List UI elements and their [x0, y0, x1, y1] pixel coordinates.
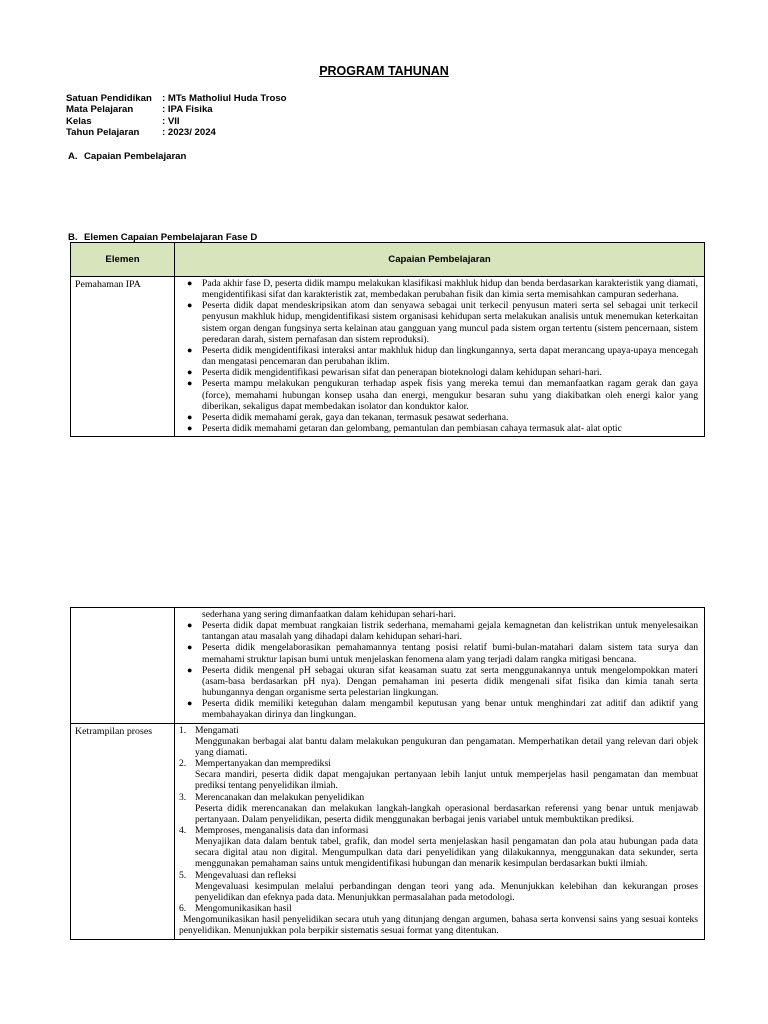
section-a-heading: [68, 151, 186, 162]
bullet-icon: ●: [187, 620, 193, 631]
list-item: ● Peserta didik memiliki keteguhan dalam mengambil keputusan yang benar untuk menghindari zat aditif dan adiktif yang membahayakan dirinya dan lingkungan.: [187, 698, 698, 721]
capaian-cell: [175, 608, 705, 724]
list-item: 6. Mengomunikasikan hasil Mengomunikasikan hasil penyelidikan secara utuh yang ditunjang dengan argumen, bahasa serta konvensi sains yang sesuai konteks penyelidikan. Menunjukkan pola berpikir sistematis sesuai format yang ditentukan.: [179, 903, 698, 937]
list-item: 4. Memproses, menganalisis data dan informasi Menyajikan data dalam bentuk tabel, grafik, dan model serta menjelaskan hasil pengamatan dan pola atau hubungan pada data secara digital atau non digital. Mengumpulkan data dari penyelidikan yang dilakukannya, menggunakan data sekunder, serta menggunakan pemahaman sains untuk mengidentifikasi hubungan dan menarik kesimpulan berdasarkan bukti ilmiah.: [179, 824, 698, 870]
list-item: 5. Mengevaluasi dan refleksi Mengevaluasi kesimpulan melalui perbandingan dengan teori yang ada. Menunjukkan kelebihan dan kekurangan proses penyelidikan dan efeknya pada data. Menunjukkan permasalahan pada metodologi.: [179, 869, 698, 903]
table-row: [71, 277, 705, 437]
elemen-table-page2: [70, 607, 705, 940]
meta-label: Mata Pelajaran: [66, 104, 134, 116]
list-item: ● Peserta didik mengidentifikasi pewarisan sifat dan penerapan bioteknologi dalam kehidupan sehari-hari.: [187, 367, 602, 379]
continuation-text: sederhana yang sering dimanfaatkan dalam kehidupan sehari-hari.: [202, 609, 456, 620]
bullet-icon: ●: [187, 344, 193, 355]
elemen-label: Pemahaman IPA: [71, 277, 175, 437]
table-row: [71, 723, 705, 939]
bullet-list: [175, 278, 698, 434]
bullet-icon: ●: [187, 278, 193, 288]
elemen-label: Ketrampilan proses: [71, 723, 175, 939]
section-letter: A.: [68, 151, 78, 162]
list-item: 3. Merencanakan dan melakukan penyelidikan Peserta didik merencanakan dan melakukan langkah-langkah operasional berdasarkan referensi yang benar untuk menjawab pertanyaan. Dalam penyelidikan, peserta didik menggunakan berbagai jenis variabel untuk membuktikan prediksi.: [179, 791, 698, 825]
list-item: ● Peserta didik memahami getaran dan gelombang, pemantulan dan pembiasan cahaya termasuk alat- alat optic: [187, 423, 622, 435]
list-item: ● Peserta didik memahami gerak, gaya dan tekanan, termasuk pesawat sederhana.: [187, 411, 509, 423]
list-item: ● Pada akhir fase D, peserta didik mampu melakukan klasifikasi makhluk hidup dan benda berdasarkan karakteristik yang diamati, mengidentifikasi sifat dan karakteristik zat, membedakan perubahan fisik dan kimia serta memisahkan campuran sederhana.: [187, 278, 698, 301]
meta-row-satuan: [66, 93, 287, 104]
list-item: ● Peserta mampu melakukan pengukuran terhadap aspek fisis yang mereka temui dan memanfaatkan ragam gerak dan gaya (force), memahami hubungan konsep usaha dan energi, mengukur besaran suhu yang diakibatkan oleh energi kalor yang diberikan, sekaligus dapat membedakan isolator dan konduktor kalor.: [187, 378, 698, 412]
meta-label: Satuan Pendidikan: [66, 93, 152, 104]
numbered-list: [177, 725, 698, 937]
list-item: 2. Mempertanyakan dan memprediksi Secara mandiri, peserta didik dapat mengajukan pertanyaan lebih lanjut untuk memperjelas hasil pengamatan dan membuat prediksi tentang penyelidikan ilmiah.: [179, 758, 698, 792]
bullet-icon: ●: [187, 423, 193, 434]
meta-label: Kelas: [66, 115, 92, 127]
header-elemen: Elemen: [71, 243, 175, 277]
bullet-icon: ●: [187, 300, 193, 311]
header-capaian: Capaian Pembelajaran: [175, 243, 705, 277]
list-item: 1. Mengamati Menggunakan berbagai alat bantu dalam melakukan pengukuran dan pengamatan. Memperhatikan detail yang relevan dari objek yang diamati.: [179, 724, 698, 758]
table-header-row: [71, 243, 705, 277]
bullet-icon: ●: [187, 411, 193, 422]
section-letter: B.: [68, 232, 78, 243]
bullet-icon: ●: [187, 664, 193, 675]
bullet-icon: ●: [187, 698, 193, 709]
capaian-cell: [175, 277, 705, 437]
list-item: ● Peserta didik mengidentifikasi interaksi antar makhluk hidup dan lingkungannya, serta dapat merancang upaya-upaya mencegah dan mengatasi pencemaran dan perubahan iklim.: [187, 344, 698, 368]
section-title: Elemen Capaian Pembelajaran Fase D: [84, 232, 258, 243]
elemen-table-page1: [70, 242, 705, 437]
meta-value: : 2023/ 2024: [162, 126, 216, 138]
list-item: ● Peserta didik dapat mendeskripsikan atom dan senyawa sebagai unit terkecil penyusun materi serta sel sebagai unit terkecil penyusun makhluk hidup, mengidentifikasi sistem organisasi kehidupan serta melakukan analisis untuk menemukan keterkaitan sistem organ dengan fungsinya serta kelainan atau gangguan yang muncul pada sistem organ tertentu (sistem pencernaan, sistem peredaran darah, sistem pernafasan dan sistem reproduksi).: [187, 300, 698, 345]
meta-value: : VII: [162, 115, 180, 127]
section-title: Capaian Pembelajaran: [84, 151, 187, 162]
bullet-icon: ●: [187, 642, 193, 653]
keterampilan-cell: [175, 723, 705, 939]
bullet-icon: ●: [187, 367, 193, 378]
list-item: ● Peserta didik mengenal pH sebagai ukuran sifat keasaman suatu zat serta menggunakannya untuk mengelompokkan materi (asam-basa berdasarkan pH nya). Dengan pemahaman ini peserta didik mengenali sifat fisika dan kimia tanah serta hubungannya dengan organisme serta pelestarian lingkungan.: [187, 664, 698, 699]
meta-row-kelas: [66, 116, 287, 127]
document-meta: [66, 93, 287, 138]
bullet-icon: ●: [187, 378, 193, 389]
meta-label: Tahun Pelajaran: [66, 126, 140, 138]
elemen-label-empty: [71, 608, 175, 724]
table-row: [71, 608, 705, 724]
document-title: PROGRAM TAHUNAN: [319, 64, 449, 78]
meta-value: : IPA Fisika: [162, 104, 213, 116]
meta-value: : MTs Matholiul Huda Troso: [162, 93, 287, 104]
meta-row-tahun: [66, 127, 287, 138]
list-item: ● Peserta didik dapat membuat rangkaian listrik sederhana, memahami gejala kemagnetan dan kelistrikan untuk menyelesaikan tantangan atau masalah yang dihadapi dalam kehidupan sehari-hari.: [187, 620, 698, 643]
bullet-list: [175, 620, 698, 720]
list-item: ● Peserta didik mengelaborasikan pemahamannya tentang posisi relatif bumi-bulan-matahari dalam sistem tata surya dan memahami struktur lapisan bumi untuk menjelaskan fenomena alam yang terjadi dalam rangka mitigasi bencana.: [187, 642, 698, 665]
meta-row-mapel: [66, 104, 287, 115]
